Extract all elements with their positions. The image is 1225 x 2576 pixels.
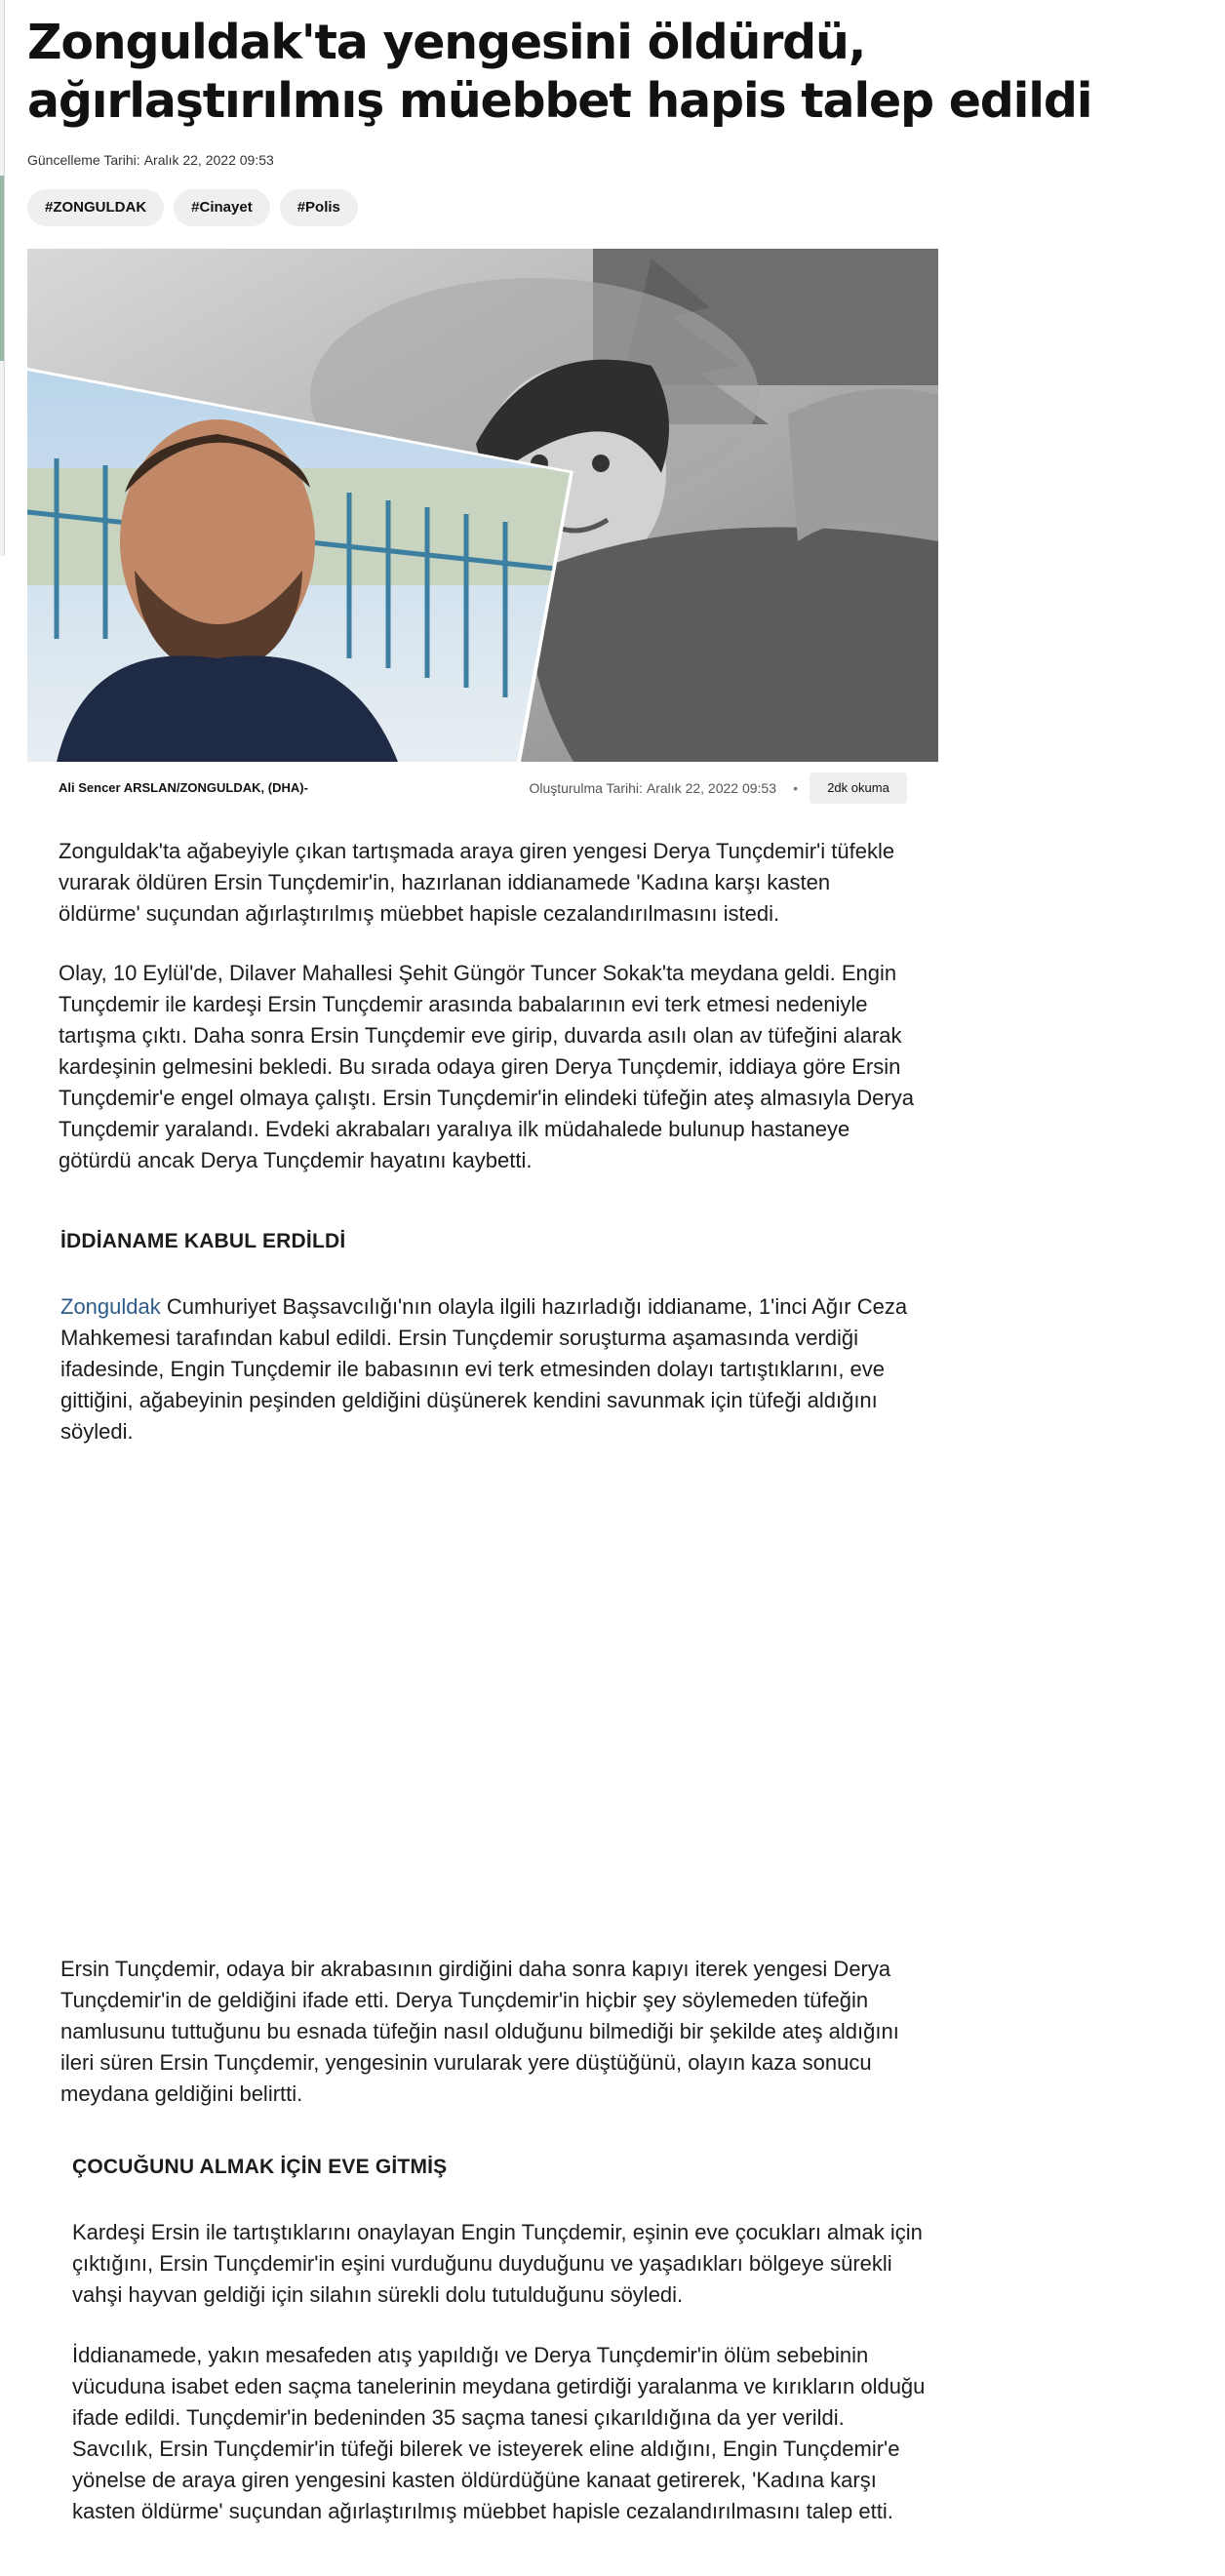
hero-photo-collage [27,249,938,762]
paragraph-conclusion: İddianamede, yakın mesafeden atış yapıldığı ve Derya Tunçdemir'in ölüm sebebinin vücuduna isabet eden saçma tanelerinin meydana getirdiği yaralanma ve kırıkların olduğu ifade edildi. Tunçdemir'in bedeninden 35 saçma tanesi çıkarıldığına da yer verildi. Savcılık, Ersin Tunçdemir'in tüfeği bilerek ve isteyerek eline aldığını, Engin Tunçdemir'e yönelse de araya giren yengesini kasten öldürdüğüne kanaat getirerek, 'Kadına karşı kasten öldürme' suçundan ağırlaştırılmış müebbet hapisle cezalandırılmasını talep etti. [72,2343,926,2523]
tag-polis[interactable]: #Polis [280,189,358,226]
subheading-child: ÇOCUĞUNU ALMAK İÇİN EVE GİTMİŞ [72,2156,448,2178]
tag-cinayet[interactable]: #Cinayet [174,189,270,226]
woman-arm [788,388,938,541]
updated-date [27,152,278,168]
zonguldak-link[interactable]: Zonguldak [60,1294,161,1319]
updated-label: Güncelleme Tarihi: [27,152,140,168]
left-side-rail [0,0,5,556]
paragraph-defense: Ersin Tunçdemir, odaya bir akrabasının girdiğini daha sonra kapıyı iterek yengesi Derya Tunçdemir'in de geldiğini ifade etti. Derya Tunçdemir'in hiçbir şey söylemeden tüfeğin namlusunu tuttuğunu bu esnada tüfeğin nasıl olduğunu bilmediği bir şekilde ateş aldığını ileri süren Ersin Tunçdemir, yengesinin vurularak yere düştüğünü, olayın kaza sonucu meydana geldiğini belirtti. [60,1957,899,2106]
paragraph-intro: Zonguldak'ta ağabeyiyle çıkan tartışmada araya giren yengesi Derya Tunçdemir'i tüfekle vurarak öldüren Ersin Tunçdemir'in, hazırlanan iddianamede 'Kadına karşı kasten öldürme' suçundan ağırlaştırılmış müebbet hapisle cezalandırılmasını istedi. [59,839,895,926]
page-title: Zonguldak'ta yengesini öldürdü, ağırlaştırılmış müebbet hapis talep edildi [27,15,1092,129]
hero-image [27,249,938,762]
tag-list [27,189,358,226]
paragraph-indictment-text: Cumhuriyet Başsavcılığı'nın olayla ilgili hazırladığı iddianame, 1'inci Ağır Ceza Mahkemesi tarafından kabul edildi. Ersin Tunçdemir soruşturma aşamasında verdiği ifadesinde, Engin Tunçdemir ile babasının evi terk etmesinden dolayı tartıştıklarını, eve gittiğini, ağabeyinin peşinden geldiğini düşünerek kendini savunmak için tüfeği aldığını söyledi. [60,1294,908,1444]
author-byline: Ali Sencer ARSLAN/ZONGULDAK, (DHA)- [59,780,308,795]
read-time-badge: 2dk okuma [810,773,907,804]
created-label: Oluşturulma Tarihi: [529,780,643,796]
paragraph-event: Olay, 10 Eylül'de, Dilaver Mahallesi Şehit Güngör Tuncer Sokak'ta meydana geldi. Engin Tunçdemir ile kardeşi Ersin Tunçdemir arasında babalarının evi terk etmesi nedeniyle tartışma çıktı. Daha sonra Ersin Tunçdemir eve girip, duvarda asılı olan av tüfeğini alarak kardeşinin gelmesini bekledi. Bu sırada odaya giren Derya Tunçdemir, iddiaya göre Ersin Tunçdemir'e engel olmaya çalıştı. Ersin Tunçdemir'in elindeki tüfeğin ateş almasıyla Derya Tunçdemir yaralandı. Evdeki akrabaları yaralıya ilk müdahalede bulunup hastaneye götürdü ancak Derya Tunçdemir hayatını kaybetti. [59,961,914,1172]
article-meta [59,773,907,804]
created-value: Aralık 22, 2022 09:53 [646,780,776,796]
created-date [529,780,780,796]
woman-eye-right [592,455,610,472]
tag-zonguldak[interactable]: #ZONGULDAK [27,189,164,226]
paragraph-brother: Kardeşi Ersin ile tartıştıklarını onaylayan Engin Tunçdemir, eşinin eve çocukları almak için çıktığını, Ersin Tunçdemir'in eşini vurduğunu duyduğunu ve yaşadıkları bölgeye sürekli vahşi hayvan geldiği için silahın sürekli dolu tutulduğunu söyledi. [72,2220,923,2307]
updated-value: Aralık 22, 2022 09:53 [143,152,274,168]
rail-accent [0,176,4,361]
woman-shirt [530,527,938,762]
subheading-indictment: İDDİANAME KABUL ERDİLDİ [60,1230,346,1252]
meta-separator: • [793,780,798,796]
paragraph-indictment [60,1291,919,1447]
